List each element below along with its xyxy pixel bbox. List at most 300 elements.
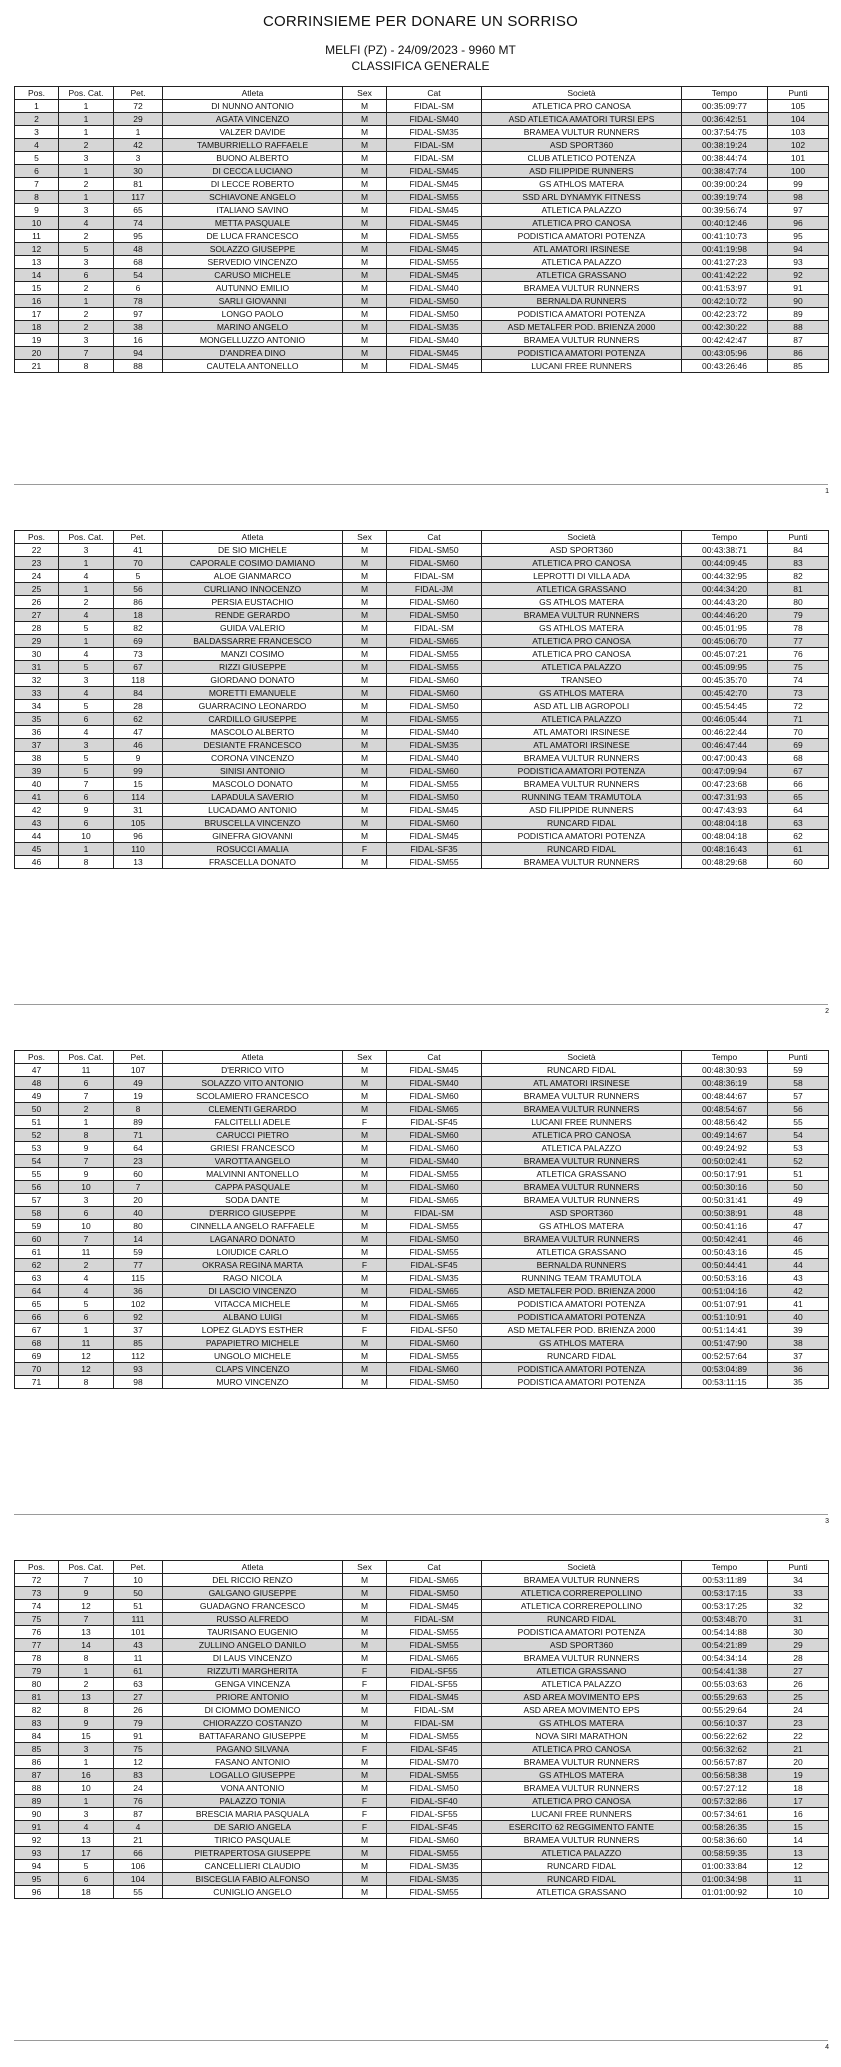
table-cell: 43 (114, 1639, 163, 1652)
table-cell: 46 (15, 856, 59, 869)
table-cell: 75 (768, 661, 829, 674)
table-cell: F (343, 1743, 387, 1756)
table-cell: FIDAL-SM60 (387, 1181, 482, 1194)
table-cell: M (343, 1194, 387, 1207)
table-row (15, 308, 829, 321)
table-cell: FIDAL-SF45 (387, 1821, 482, 1834)
table-cell: ATLETICA PRO CANOSA (482, 635, 682, 648)
table-cell: 74 (768, 674, 829, 687)
table-cell: 93 (114, 1363, 163, 1376)
table-cell: 4 (59, 687, 114, 700)
table-header-row (15, 1561, 829, 1574)
table-header-row (15, 1051, 829, 1064)
table-cell: ATLETICA GRASSANO (482, 583, 682, 596)
table-cell: 00:44:34:20 (682, 583, 768, 596)
table-cell: RUNCARD FIDAL (482, 843, 682, 856)
table-cell: BERNALDA RUNNERS (482, 1259, 682, 1272)
table-cell: 41 (768, 1298, 829, 1311)
table-row (15, 1886, 829, 1899)
table-cell: FIDAL-SM50 (387, 544, 482, 557)
table-cell: FIDAL-SM35 (387, 1272, 482, 1285)
table-cell: FIDAL-SM40 (387, 1155, 482, 1168)
table-cell: 2 (59, 1259, 114, 1272)
table-cell: 99 (114, 765, 163, 778)
table-cell: FIDAL-SM (387, 1704, 482, 1717)
table-cell: SCHIAVONE ANGELO (163, 191, 343, 204)
table-row (15, 739, 829, 752)
results-table (14, 530, 829, 869)
table-cell: RIZZUTI MARGHERITA (163, 1665, 343, 1678)
table-cell: 00:45:09:95 (682, 661, 768, 674)
table-cell: 71 (114, 1129, 163, 1142)
table-cell: ATLETICA PALAZZO (482, 1847, 682, 1860)
table-cell: 21 (15, 360, 59, 373)
table-cell: FIDAL-SM50 (387, 1233, 482, 1246)
table-cell: LUCANI FREE RUNNERS (482, 1116, 682, 1129)
table-row (15, 1298, 829, 1311)
table-cell: FIDAL-SF50 (387, 1324, 482, 1337)
table-cell: M (343, 1860, 387, 1873)
table-cell: FIDAL-SM50 (387, 609, 482, 622)
table-row (15, 1220, 829, 1233)
table-cell: 12 (59, 1363, 114, 1376)
table-row (15, 583, 829, 596)
table-cell: M (343, 635, 387, 648)
table-cell: 4 (59, 570, 114, 583)
table-cell: M (343, 856, 387, 869)
table-cell: 88 (15, 1782, 59, 1795)
table-cell: LUCANI FREE RUNNERS (482, 1808, 682, 1821)
page-divider (14, 484, 828, 485)
table-cell: 16 (768, 1808, 829, 1821)
table-cell: 39 (15, 765, 59, 778)
table-cell: 21 (114, 1834, 163, 1847)
table-row (15, 1613, 829, 1626)
table-cell: 20 (114, 1194, 163, 1207)
table-cell: MALVINNI ANTONELLO (163, 1168, 343, 1181)
column-header: Pet. (114, 531, 163, 544)
table-cell: 70 (768, 726, 829, 739)
table-cell: 30 (15, 648, 59, 661)
table-row (15, 230, 829, 243)
table-cell: 40 (15, 778, 59, 791)
table-cell: 80 (768, 596, 829, 609)
table-cell: 84 (114, 687, 163, 700)
table-cell: ASD ATLETICA AMATORI TURSI EPS (482, 113, 682, 126)
table-cell: 97 (768, 204, 829, 217)
table-cell: ALBANO LUIGI (163, 1311, 343, 1324)
table-cell: 00:37:54:75 (682, 126, 768, 139)
table-cell: PODISTICA AMATORI POTENZA (482, 765, 682, 778)
table-cell: 00:58:36:60 (682, 1834, 768, 1847)
table-cell: 00:56:10:37 (682, 1717, 768, 1730)
table-cell: 75 (114, 1743, 163, 1756)
table-cell: FIDAL-SM45 (387, 178, 482, 191)
table-cell: 3 (59, 1808, 114, 1821)
column-header: Pet. (114, 1051, 163, 1064)
table-cell: 29 (114, 113, 163, 126)
table-row (15, 1129, 829, 1142)
table-cell: BRAMEA VULTUR RUNNERS (482, 1574, 682, 1587)
table-cell: 111 (114, 1613, 163, 1626)
table-cell: 00:54:41:38 (682, 1665, 768, 1678)
table-cell: 89 (768, 308, 829, 321)
table-cell: DI LASCIO VINCENZO (163, 1285, 343, 1298)
table-cell: M (343, 191, 387, 204)
table-cell: FIDAL-SM45 (387, 1600, 482, 1613)
table-row (15, 843, 829, 856)
table-cell: 10 (59, 1220, 114, 1233)
table-cell: 63 (768, 817, 829, 830)
table-cell: 00:55:29:63 (682, 1691, 768, 1704)
table-cell: 1 (59, 1116, 114, 1129)
table-cell: F (343, 1795, 387, 1808)
table-cell: M (343, 674, 387, 687)
table-row (15, 1730, 829, 1743)
table-cell: MANZI COSIMO (163, 648, 343, 661)
table-cell: 18 (768, 1782, 829, 1795)
table-cell: 00:39:00:24 (682, 178, 768, 191)
table-cell: 28 (114, 700, 163, 713)
table-cell: 5 (15, 152, 59, 165)
table-cell: M (343, 1350, 387, 1363)
table-cell: 64 (15, 1285, 59, 1298)
table-cell: 30 (768, 1626, 829, 1639)
table-cell: FIDAL-SM50 (387, 295, 482, 308)
table-cell: 56 (15, 1181, 59, 1194)
table-cell: AUTUNNO EMILIO (163, 282, 343, 295)
table-cell: 7 (15, 178, 59, 191)
table-cell: 68 (114, 256, 163, 269)
table-cell: PODISTICA AMATORI POTENZA (482, 1311, 682, 1324)
table-cell: FIDAL-SM45 (387, 243, 482, 256)
table-cell: 01:00:34:98 (682, 1873, 768, 1886)
table-cell: SCOLAMIERO FRANCESCO (163, 1090, 343, 1103)
table-cell: 00:45:42:70 (682, 687, 768, 700)
table-cell: 37 (114, 1324, 163, 1337)
table-cell: 18 (114, 609, 163, 622)
table-row (15, 557, 829, 570)
column-header: Sex (343, 1561, 387, 1574)
table-cell: FIDAL-SM65 (387, 1574, 482, 1587)
table-cell: GS ATHLOS MATERA (482, 1220, 682, 1233)
event-subtitle: MELFI (PZ) - 24/09/2023 - 9960 MT (325, 43, 516, 57)
table-cell: 76 (114, 1795, 163, 1808)
table-cell: 115 (114, 1272, 163, 1285)
table-cell: ATLETICA PALAZZO (482, 204, 682, 217)
table-cell: M (343, 687, 387, 700)
table-row (15, 661, 829, 674)
table-cell: 4 (59, 1272, 114, 1285)
table-cell: FIDAL-SM35 (387, 739, 482, 752)
table-row (15, 1717, 829, 1730)
table-cell: 100 (768, 165, 829, 178)
report-header (0, 0, 841, 74)
table-cell: M (343, 230, 387, 243)
table-cell: ZULLINO ANGELO DANILO (163, 1639, 343, 1652)
table-cell: FIDAL-SM (387, 1207, 482, 1220)
table-cell: 32 (768, 1600, 829, 1613)
table-row (15, 217, 829, 230)
column-header: Sex (343, 1051, 387, 1064)
table-cell: FIDAL-SM50 (387, 1782, 482, 1795)
table-cell: 10 (59, 830, 114, 843)
table-cell: 1 (59, 113, 114, 126)
table-cell: 18 (59, 1886, 114, 1899)
table-cell: VAROTTA ANGELO (163, 1155, 343, 1168)
table-cell: 93 (768, 256, 829, 269)
table-cell: 11 (768, 1873, 829, 1886)
table-cell: 12 (15, 243, 59, 256)
table-cell: 9 (59, 1587, 114, 1600)
table-cell: ROSUCCI AMALIA (163, 843, 343, 856)
table-cell: 117 (114, 191, 163, 204)
table-cell: M (343, 726, 387, 739)
table-cell: 51 (114, 1600, 163, 1613)
table-cell: 59 (768, 1064, 829, 1077)
table-cell: 13 (768, 1847, 829, 1860)
table-row (15, 700, 829, 713)
table-cell: 2 (59, 308, 114, 321)
table-cell: FIDAL-SM55 (387, 1220, 482, 1233)
table-cell: FIDAL-SF45 (387, 1259, 482, 1272)
column-header: Pos. (15, 1561, 59, 1574)
table-cell: GRIESI FRANCESCO (163, 1142, 343, 1155)
table-cell: FIDAL-SM65 (387, 1194, 482, 1207)
table-cell: 82 (768, 570, 829, 583)
table-row (15, 713, 829, 726)
table-row (15, 295, 829, 308)
table-cell: FIDAL-SM60 (387, 817, 482, 830)
table-cell: 83 (15, 1717, 59, 1730)
table-cell: 44 (768, 1259, 829, 1272)
table-cell: 8 (59, 1376, 114, 1389)
table-cell: 00:54:34:14 (682, 1652, 768, 1665)
table-cell: 00:39:19:74 (682, 191, 768, 204)
table-cell: FIDAL-SM55 (387, 778, 482, 791)
table-cell: 17 (15, 308, 59, 321)
table-cell: ATLETICA GRASSANO (482, 1168, 682, 1181)
table-cell: CUNIGLIO ANGELO (163, 1886, 343, 1899)
table-cell: 36 (15, 726, 59, 739)
table-cell: M (343, 1077, 387, 1090)
table-cell: FIDAL-SM40 (387, 334, 482, 347)
table-cell: M (343, 269, 387, 282)
table-cell: MONGELLUZZO ANTONIO (163, 334, 343, 347)
table-cell: RUNCARD FIDAL (482, 1613, 682, 1626)
table-cell: FIDAL-SM (387, 100, 482, 113)
table-cell: BRAMEA VULTUR RUNNERS (482, 1194, 682, 1207)
table-cell: FIDAL-SM60 (387, 1834, 482, 1847)
table-cell: 70 (15, 1363, 59, 1376)
table-cell: 13 (59, 1626, 114, 1639)
table-cell: RENDE GERARDO (163, 609, 343, 622)
table-row (15, 347, 829, 360)
table-row (15, 1847, 829, 1860)
table-cell: 00:42:23:72 (682, 308, 768, 321)
table-cell: 19 (114, 1090, 163, 1103)
table-cell: F (343, 1116, 387, 1129)
table-cell: 26 (114, 1704, 163, 1717)
table-row (15, 113, 829, 126)
table-cell: BRAMEA VULTUR RUNNERS (482, 856, 682, 869)
table-row (15, 321, 829, 334)
table-cell: M (343, 1285, 387, 1298)
table-row (15, 1350, 829, 1363)
table-cell: 14 (114, 1233, 163, 1246)
table-cell: FIDAL-SM65 (387, 635, 482, 648)
table-cell: CURLIANO INNOCENZO (163, 583, 343, 596)
column-header: Tempo (682, 87, 768, 100)
table-cell: 30 (114, 165, 163, 178)
table-cell: GS ATHLOS MATERA (482, 687, 682, 700)
table-cell: 00:57:27:12 (682, 1782, 768, 1795)
table-cell: M (343, 139, 387, 152)
table-cell: M (343, 1207, 387, 1220)
table-cell: RUNNING TEAM TRAMUTOLA (482, 791, 682, 804)
table-cell: 69 (768, 739, 829, 752)
table-cell: 43 (768, 1272, 829, 1285)
table-cell: 00:43:26:46 (682, 360, 768, 373)
table-cell: PAGANO SILVANA (163, 1743, 343, 1756)
table-cell: 85 (15, 1743, 59, 1756)
table-cell: M (343, 1155, 387, 1168)
column-header: Tempo (682, 1561, 768, 1574)
table-cell: FIDAL-SM55 (387, 1639, 482, 1652)
table-cell: 68 (768, 752, 829, 765)
table-cell: 82 (15, 1704, 59, 1717)
results-table (14, 1560, 829, 1899)
table-cell: 54 (15, 1155, 59, 1168)
table-row (15, 622, 829, 635)
table-cell: F (343, 1665, 387, 1678)
table-cell: 8 (114, 1103, 163, 1116)
table-cell: GIORDANO DONATO (163, 674, 343, 687)
column-header: Pos. (15, 87, 59, 100)
table-cell: D'ERRICO VITO (163, 1064, 343, 1077)
table-cell: OKRASA REGINA MARTA (163, 1259, 343, 1272)
table-cell: FIDAL-SM65 (387, 1103, 482, 1116)
table-cell: M (343, 1220, 387, 1233)
table-cell: 72 (114, 100, 163, 113)
table-row (15, 1077, 829, 1090)
table-cell: 103 (768, 126, 829, 139)
table-cell: FIDAL-SM60 (387, 674, 482, 687)
table-cell: RUNNING TEAM TRAMUTOLA (482, 1272, 682, 1285)
table-cell: 29 (768, 1639, 829, 1652)
table-cell: 85 (768, 360, 829, 373)
table-cell: 3 (59, 204, 114, 217)
table-cell: FIDAL-SM (387, 570, 482, 583)
classification-title: CLASSIFICA GENERALE (351, 59, 490, 73)
table-cell: 9 (59, 1142, 114, 1155)
table-cell: 00:47:00:43 (682, 752, 768, 765)
table-cell: FIDAL-SF55 (387, 1665, 482, 1678)
table-cell: 19 (768, 1769, 829, 1782)
table-cell: 10 (59, 1181, 114, 1194)
table-cell: 69 (114, 635, 163, 648)
table-cell: M (343, 1886, 387, 1899)
table-cell: 13 (15, 256, 59, 269)
table-cell: 1 (59, 1795, 114, 1808)
table-cell: 48 (114, 243, 163, 256)
table-cell: M (343, 804, 387, 817)
table-cell: 00:48:36:19 (682, 1077, 768, 1090)
table-cell: BRAMEA VULTUR RUNNERS (482, 334, 682, 347)
table-cell: 8 (59, 856, 114, 869)
table-cell: 118 (114, 674, 163, 687)
table-cell: 91 (15, 1821, 59, 1834)
table-cell: 49 (768, 1194, 829, 1207)
table-row (15, 1821, 829, 1834)
table-cell: 00:45:07:21 (682, 648, 768, 661)
table-cell: 00:56:58:38 (682, 1769, 768, 1782)
table-row (15, 256, 829, 269)
table-cell: RUNCARD FIDAL (482, 1064, 682, 1077)
column-header: Atleta (163, 531, 343, 544)
table-cell: LEPROTTI DI VILLA ADA (482, 570, 682, 583)
table-cell: 00:41:42:22 (682, 269, 768, 282)
column-header: Punti (768, 1561, 829, 1574)
table-cell: 17 (59, 1847, 114, 1860)
table-cell: 00:50:43:16 (682, 1246, 768, 1259)
table-cell: MARINO ANGELO (163, 321, 343, 334)
table-cell: FIDAL-SM40 (387, 113, 482, 126)
table-cell: 00:57:32:86 (682, 1795, 768, 1808)
table-cell: 50 (114, 1587, 163, 1600)
table-cell: BRAMEA VULTUR RUNNERS (482, 1652, 682, 1665)
table-cell: BRESCIA MARIA PASQUALA (163, 1808, 343, 1821)
table-cell: GENGA VINCENZA (163, 1678, 343, 1691)
table-cell: 72 (15, 1574, 59, 1587)
table-cell: 67 (768, 765, 829, 778)
table-cell: 101 (114, 1626, 163, 1639)
table-cell: 31 (15, 661, 59, 674)
table-cell: 14 (15, 269, 59, 282)
table-cell: ASD SPORT360 (482, 139, 682, 152)
table-cell: 64 (114, 1142, 163, 1155)
table-cell: 96 (114, 830, 163, 843)
table-cell: 10 (768, 1886, 829, 1899)
table-cell: FIDAL-SM55 (387, 1350, 482, 1363)
table-cell: 3 (59, 739, 114, 752)
table-cell: ASD FILIPPIDE RUNNERS (482, 804, 682, 817)
table-cell: BRAMEA VULTUR RUNNERS (482, 609, 682, 622)
table-cell: 00:50:30:16 (682, 1181, 768, 1194)
table-cell: 4 (59, 726, 114, 739)
table-cell: 38 (768, 1337, 829, 1350)
table-cell: 00:41:27:23 (682, 256, 768, 269)
table-cell: 00:51:07:91 (682, 1298, 768, 1311)
table-cell: 79 (15, 1665, 59, 1678)
table-cell: M (343, 752, 387, 765)
table-cell: 9 (15, 204, 59, 217)
table-cell: 77 (768, 635, 829, 648)
table-cell: GUADAGNO FRANCESCO (163, 1600, 343, 1613)
table-cell: 15 (768, 1821, 829, 1834)
table-cell: 00:47:23:68 (682, 778, 768, 791)
table-cell: 85 (114, 1337, 163, 1350)
table-cell: 00:39:56:74 (682, 204, 768, 217)
table-cell: 00:48:54:67 (682, 1103, 768, 1116)
table-cell: M (343, 1298, 387, 1311)
table-cell: 62 (768, 830, 829, 843)
table-cell: 57 (768, 1090, 829, 1103)
table-cell: 46 (114, 739, 163, 752)
table-cell: 14 (768, 1834, 829, 1847)
table-cell: 67 (114, 661, 163, 674)
table-cell: 28 (768, 1652, 829, 1665)
